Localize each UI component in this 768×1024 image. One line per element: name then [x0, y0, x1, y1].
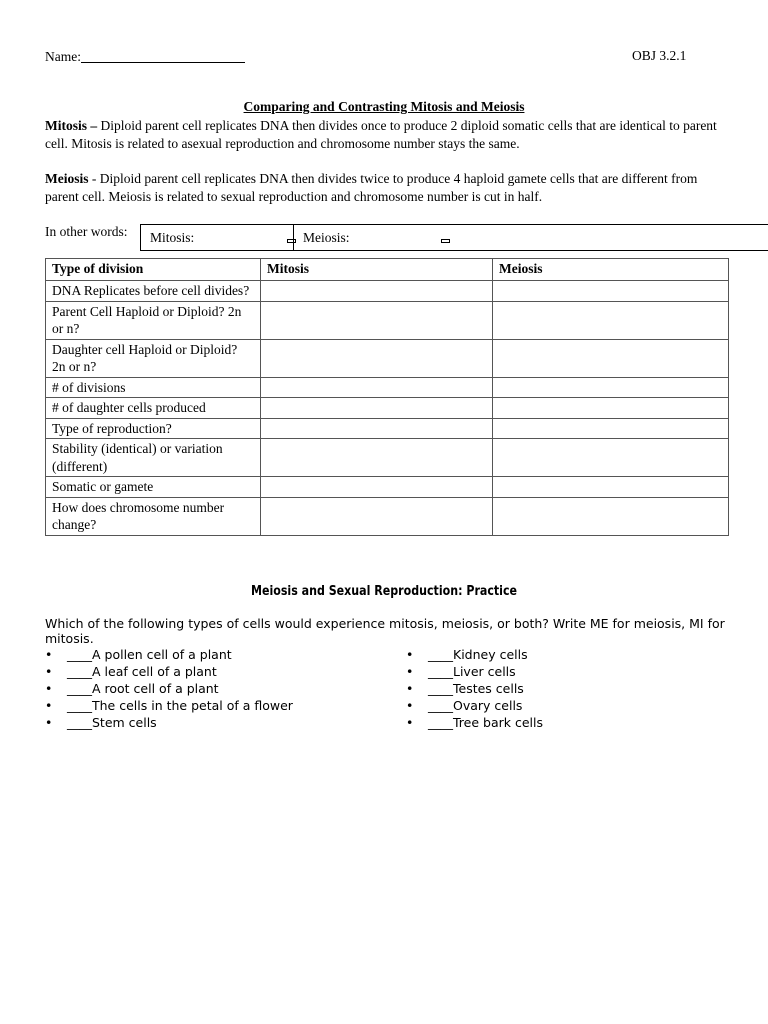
- table-row: [46, 497, 729, 535]
- name-blank[interactable]: [81, 48, 245, 63]
- bullet-icon: •: [406, 647, 414, 662]
- row-label: Parent Cell Haploid or Diploid? 2n or n?: [46, 301, 261, 339]
- mitosis-answer-cell[interactable]: [261, 377, 493, 398]
- objective-code: OBJ 3.2.1: [632, 48, 687, 63]
- list-item[interactable]: [406, 680, 543, 697]
- meiosis-answer-cell[interactable]: [493, 281, 729, 302]
- comparison-table: [45, 258, 729, 536]
- row-label: # of daughter cells produced: [46, 398, 261, 419]
- meiosis-definition: [45, 170, 725, 206]
- field-marker-icon: [287, 239, 296, 243]
- meiosis-answer-cell[interactable]: [493, 477, 729, 498]
- list-item-text: ____A leaf cell of a plant: [67, 664, 217, 679]
- mitosis-term: Mitosis: [45, 118, 87, 133]
- list-item[interactable]: [45, 714, 293, 731]
- table-header-row: [46, 259, 729, 281]
- list-item-text: ____A pollen cell of a plant: [67, 647, 232, 662]
- row-label: Type of reproduction?: [46, 418, 261, 439]
- header-meiosis: Meiosis: [493, 259, 729, 281]
- mitosis-answer-cell[interactable]: [261, 477, 493, 498]
- list-item-text: ____The cells in the petal of a flower: [67, 698, 293, 713]
- meiosis-text: Diploid parent cell replicates DNA then divides twice to produce 4 haploid gamete cells that are different from parent cell. Meiosis is related to sexual reproduction and chromosome number is cut in half.: [45, 171, 698, 204]
- header-type-of-division: Type of division: [46, 259, 261, 281]
- list-item-text: ____Kidney cells: [428, 647, 528, 662]
- other-words-meiosis-label: Meiosis:: [303, 230, 350, 245]
- meiosis-answer-cell[interactable]: [493, 497, 729, 535]
- other-words-label: In other words:: [45, 224, 128, 239]
- meiosis-answer-cell[interactable]: [493, 301, 729, 339]
- field-marker-icon: [441, 239, 450, 243]
- row-label: Daughter cell Haploid or Diploid? 2n or n?: [46, 339, 261, 377]
- list-item[interactable]: [406, 646, 543, 663]
- mitosis-answer-cell[interactable]: [261, 301, 493, 339]
- practice-list-right: [406, 646, 543, 731]
- mitosis-separator: –: [87, 118, 101, 133]
- list-item[interactable]: [45, 697, 293, 714]
- bullet-icon: •: [45, 715, 53, 730]
- list-item[interactable]: [45, 680, 293, 697]
- table-row: [46, 339, 729, 377]
- worksheet-title: Comparing and Contrasting Mitosis and Meiosis: [243, 99, 525, 114]
- name-label: Name:: [45, 49, 81, 64]
- list-item-text: ____Ovary cells: [428, 698, 523, 713]
- other-words-divider: [293, 224, 294, 251]
- practice-list-left: [45, 646, 293, 731]
- mitosis-text: Diploid parent cell replicates DNA then divides once to produce 2 diploid somatic cells that are identical to parent cell. Mitosis is related to asexual reproduction and chromosome number stays the same.: [45, 118, 717, 151]
- list-item-text: ____Tree bark cells: [428, 715, 543, 730]
- practice-title: Meiosis and Sexual Reproduction: Practice: [250, 584, 518, 599]
- list-item[interactable]: [45, 646, 293, 663]
- bullet-icon: •: [406, 715, 414, 730]
- mitosis-answer-cell[interactable]: [261, 398, 493, 419]
- list-item[interactable]: [406, 697, 543, 714]
- table-row: [46, 398, 729, 419]
- meiosis-answer-cell[interactable]: [493, 339, 729, 377]
- bullet-icon: •: [45, 681, 53, 696]
- row-label: Stability (identical) or variation (different): [46, 439, 261, 477]
- name-field[interactable]: [45, 48, 245, 65]
- row-label: How does chromosome number change?: [46, 497, 261, 535]
- list-item[interactable]: [406, 714, 543, 731]
- header-mitosis: Mitosis: [261, 259, 493, 281]
- bullet-icon: •: [45, 698, 53, 713]
- table-row: [46, 439, 729, 477]
- list-item[interactable]: [406, 663, 543, 680]
- mitosis-definition: [45, 117, 725, 153]
- other-words-box[interactable]: [140, 224, 768, 251]
- meiosis-answer-cell[interactable]: [493, 418, 729, 439]
- mitosis-answer-cell[interactable]: [261, 497, 493, 535]
- meiosis-separator: -: [88, 171, 100, 186]
- list-item-text: ____A root cell of a plant: [67, 681, 219, 696]
- meiosis-answer-cell[interactable]: [493, 439, 729, 477]
- list-item-text: ____Testes cells: [428, 681, 524, 696]
- bullet-icon: •: [406, 681, 414, 696]
- other-words-mitosis-label: Mitosis:: [150, 230, 195, 245]
- mitosis-answer-cell[interactable]: [261, 281, 493, 302]
- bullet-icon: •: [45, 647, 53, 662]
- meiosis-answer-cell[interactable]: [493, 377, 729, 398]
- table-row: [46, 377, 729, 398]
- meiosis-answer-cell[interactable]: [493, 398, 729, 419]
- table-row: [46, 477, 729, 498]
- mitosis-answer-cell[interactable]: [261, 339, 493, 377]
- list-item[interactable]: [45, 663, 293, 680]
- table-row: [46, 281, 729, 302]
- bullet-icon: •: [406, 664, 414, 679]
- bullet-icon: •: [45, 664, 53, 679]
- bullet-icon: •: [406, 698, 414, 713]
- mitosis-answer-cell[interactable]: [261, 439, 493, 477]
- meiosis-term: Meiosis: [45, 171, 89, 186]
- row-label: Somatic or gamete: [46, 477, 261, 498]
- table-row: [46, 301, 729, 339]
- mitosis-answer-cell[interactable]: [261, 418, 493, 439]
- table-row: [46, 418, 729, 439]
- list-item-text: ____Stem cells: [67, 715, 157, 730]
- row-label: DNA Replicates before cell divides?: [46, 281, 261, 302]
- list-item-text: ____Liver cells: [428, 664, 516, 679]
- practice-instructions: Which of the following types of cells would experience mitosis, meiosis, or both? Write ME for meiosis, MI for mitosis.: [45, 616, 725, 646]
- row-label: # of divisions: [46, 377, 261, 398]
